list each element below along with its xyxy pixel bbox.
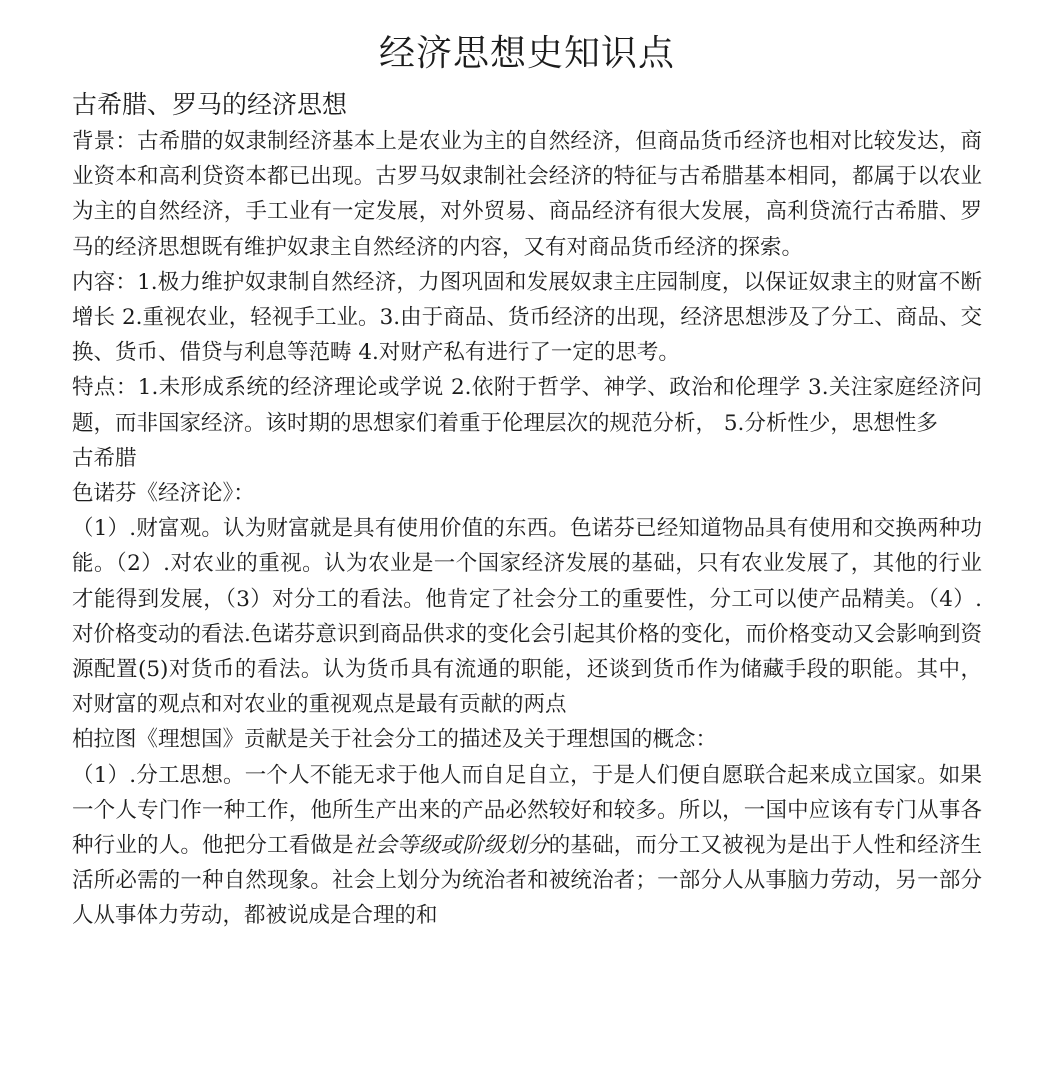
content-paragraph: 内容：1.极力维护奴隶制自然经济，力图巩固和发展奴隶主庄园制度，以保证奴隶主的财富不断增长 2.重视农业，轻视手工业。3.由于商品、货币经济的出现，经济思想涉及了分工、商品、交换、货币、借贷与利息等范畴 4.对财产私有进行了一定的思考。 [72,269,982,366]
subsection-greece: 古希腊 [72,445,137,471]
plato-paragraph [72,758,982,934]
xenophon-paragraph: （1）.财富观。认为财富就是具有使用价值的东西。色诺芬已经知道物品具有使用和交换两种功能。（2）.对农业的重视。认为农业是一个国家经济发展的基础，只有农业发展了，其他的行业才能得到发展，（3）对分工的看法。他肯定了社会分工的重要性，分工可以使产品精美。（4）.对价格变动的看法.色诺芬意识到商品供求的变化会引起其价格的变化，而价格变动又会影响到资源配置(5)对货币的看法。认为货币具有流通的职能，还谈到货币作为储藏手段的职能。其中，对财富的观点和对农业的重视观点是最有贡献的两点 [72,516,982,718]
plato-heading: 柏拉图《理想国》贡献是关于社会分工的描述及关于理想国的概念： [72,727,718,753]
xenophon-heading: 色诺芬《经济论》： [72,481,255,507]
plato-paragraph-text-1: （1）.分工思想。一个人不能无求于他人而自足自立，于是人们便自愿联合起来成立国家。如果一个人专门作一种工作，他所生产出来的产品必然较好和较多。所以，一国中应该有专门从事各种行业的人。他把分工看做是 [72,762,982,859]
plato-paragraph-emphasis: 社会等级或阶级划分 [353,833,549,859]
features-paragraph: 特点：1.未形成系统的经济理论或学说 2.依附于哲学、神学、政治和伦理学 3.关注家庭经济问题，而非国家经济。该时期的思想家们着重于伦理层次的规范分析， 5.分析性少，思想性多 [72,375,982,436]
section-heading-greece-rome: 古希腊、罗马的经济思想 [72,90,348,119]
background-paragraph: 背景：古希腊的奴隶制经济基本上是农业为主的自然经济，但商品货币经济也相对比较发达，商业资本和高利贷资本都已出现。古罗马奴隶制社会经济的特征与古希腊基本相同，都属于以农业为主的自然经济，手工业有一定发展，对外贸易、商品经济有很大发展，高利贷流行古希腊、罗马的经济思想既有维护奴隶主自然经济的内容，又有对商品货币经济的探索。 [72,129,982,260]
plato-paragraph-text-2: 的基础，而分工又被视为是出于人性和经济生活所必需的一种自然现象。社会上划分为统治者和被统治者；一部分人从事脑力劳动，另一部分人从事体力劳动，都被说成是合理的和 [72,833,982,929]
document-title: 经济思想史知识点 [378,33,675,74]
document-page [72,28,982,934]
